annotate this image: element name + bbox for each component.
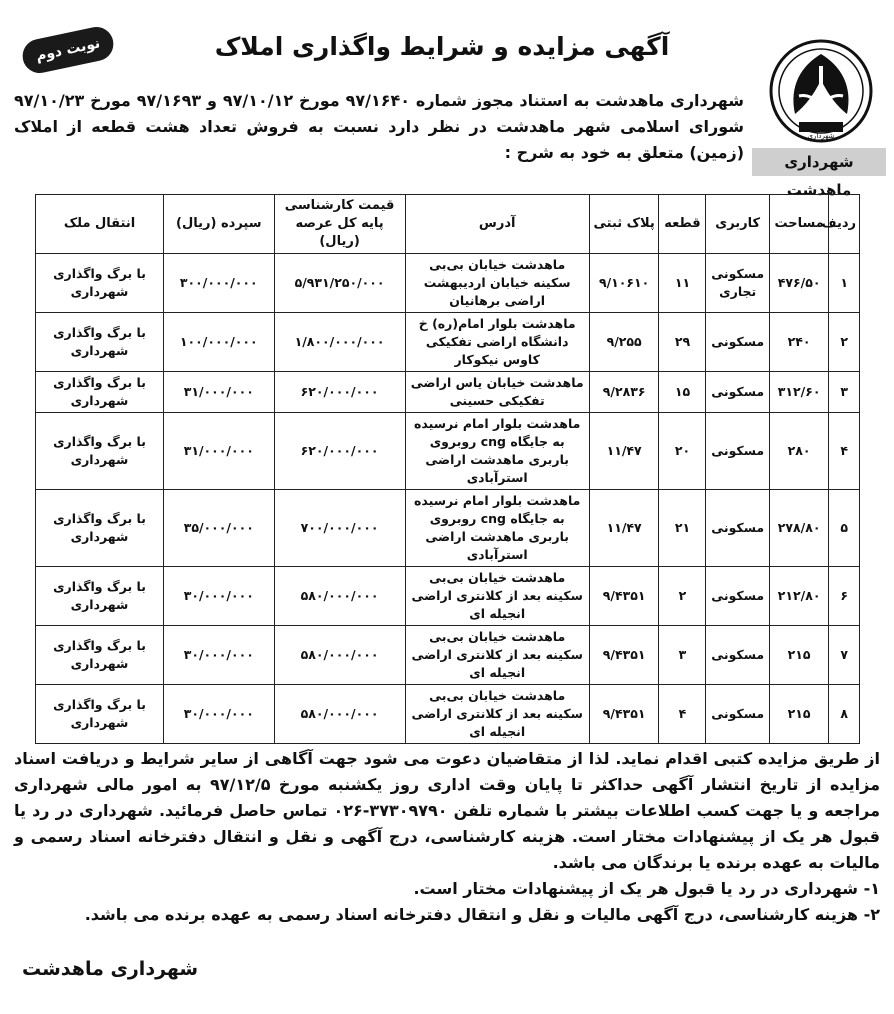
table-row	[36, 626, 860, 685]
cell-idx: ۶	[829, 567, 860, 626]
cell-area: ۴۷۶/۵۰	[769, 254, 828, 313]
cell-part: ۲۹	[659, 313, 706, 372]
emblem-icon	[761, 36, 881, 146]
cell-plate: ۹/۲۵۵	[589, 313, 659, 372]
cell-price: ۵۸۰/۰۰۰/۰۰۰	[274, 567, 405, 626]
cell-address: ماهدشت خیابان یاس اراضی تفکیکی حسینی	[405, 372, 589, 413]
cell-area: ۳۱۲/۶۰	[769, 372, 828, 413]
cell-usage: مسکونی	[706, 626, 769, 685]
cell-address: ماهدشت خیابان بی‌بی سکینه خیابان اردیبهشت اراضی برهانیان	[405, 254, 589, 313]
cell-area: ۲۱۵	[769, 685, 828, 744]
cell-deposit: ۳۰/۰۰۰/۰۰۰	[164, 567, 275, 626]
cell-transfer: با برگ واگذاری شهرداری	[36, 685, 164, 744]
cell-idx: ۲	[829, 313, 860, 372]
cell-area: ۲۷۸/۸۰	[769, 490, 828, 567]
cell-deposit: ۳۱/۰۰۰/۰۰۰	[164, 413, 275, 490]
cell-area: ۲۱۵	[769, 626, 828, 685]
cell-usage: مسکونی	[706, 685, 769, 744]
cell-address: ماهدشت خیابان بی‌بی سکینه بعد از کلانتری اراضی انجیله ای	[405, 626, 589, 685]
header-part: قطعه	[659, 195, 706, 254]
cell-idx: ۱	[829, 254, 860, 313]
header-usage: کاربری	[706, 195, 769, 254]
cell-plate: ۹/۴۳۵۱	[589, 685, 659, 744]
body-paragraph: از طریق مزایده کتبی اقدام نماید. لذا از متقاضیان دعوت می شود جهت آگاهی از سایر شرایط و دریافت اسناد مزایده از تاریخ انتشار آگهی حداکثر تا پایان وقت اداری روز یکشنبه مورخ ۹۷/۱۲/۵ به امور مالی شهرداری مراجعه و یا جهت کسب اطلاعات بیشتر با شماره تلفن ۳۷۳۰۹۷۹۰-۰۲۶ تماس حاصل فرمائید. شهرداری در رد یا قبول هر یک از پیشنهادات مختار است. هزینه کارشناسی، درج آگهی و نقل و انتقال دفترخانه اسناد رسمی و مالیات به عهده برنده یا برندگان می باشد.	[14, 749, 880, 872]
header-idx: ردیف	[829, 195, 860, 254]
header-area: مساحت	[769, 195, 828, 254]
cell-idx: ۷	[829, 626, 860, 685]
cell-deposit: ۳۱/۰۰۰/۰۰۰	[164, 372, 275, 413]
cell-transfer: با برگ واگذاری شهرداری	[36, 567, 164, 626]
cell-idx: ۴	[829, 413, 860, 490]
cell-usage: مسکونی تجاری	[706, 254, 769, 313]
cell-transfer: با برگ واگذاری شهرداری	[36, 490, 164, 567]
cell-deposit: ۳۰۰/۰۰۰/۰۰۰	[164, 254, 275, 313]
cell-address: ماهدشت بلوار امام نرسیده به جایگاه cng روبروی باربری ماهدشت اراضی استرآبادی	[405, 413, 589, 490]
cell-plate: ۹/۱۰۶۱۰	[589, 254, 659, 313]
cell-price: ۱/۸۰۰/۰۰۰/۰۰۰	[274, 313, 405, 372]
table-row	[36, 254, 860, 313]
cell-usage: مسکونی	[706, 313, 769, 372]
table-row	[36, 313, 860, 372]
header-plate: پلاک ثبتی	[589, 195, 659, 254]
cell-part: ۲۱	[659, 490, 706, 567]
table-row	[36, 372, 860, 413]
cell-area: ۲۸۰	[769, 413, 828, 490]
cell-idx: ۸	[829, 685, 860, 744]
cell-price: ۵۸۰/۰۰۰/۰۰۰	[274, 685, 405, 744]
cell-price: ۵/۹۳۱/۲۵۰/۰۰۰	[274, 254, 405, 313]
cell-plate: ۹/۴۳۵۱	[589, 626, 659, 685]
cell-part: ۲	[659, 567, 706, 626]
intro-paragraph: شهرداری ماهدشت به استناد مجوز شماره ۹۷/۱۶۴۰ مورخ ۹۷/۱۰/۱۲ و ۹۷/۱۶۹۳ مورخ ۹۷/۱۰/۲۳ شورای اسلامی شهر ماهدشت در نظر دارد نسبت به فروش تعداد هشت قطعه از املاک (زمین) متعلق به خود به شرح :	[14, 91, 745, 162]
cell-part: ۲۰	[659, 413, 706, 490]
cell-transfer: با برگ واگذاری شهرداری	[36, 413, 164, 490]
cell-idx: ۳	[829, 372, 860, 413]
table-header-row	[36, 195, 860, 254]
cell-transfer: با برگ واگذاری شهرداری	[36, 254, 164, 313]
body-text	[14, 746, 880, 928]
cell-price: ۶۲۰/۰۰۰/۰۰۰	[274, 413, 405, 490]
cell-price: ۵۸۰/۰۰۰/۰۰۰	[274, 626, 405, 685]
cell-address: ماهدشت بلوار امام(ره) خ دانشگاه اراضی تفکیکی کاوس نیکوکار	[405, 313, 589, 372]
cell-transfer: با برگ واگذاری شهرداری	[36, 372, 164, 413]
cell-part: ۳	[659, 626, 706, 685]
cell-area: ۲۴۰	[769, 313, 828, 372]
cell-address: ماهدشت خیابان بی‌بی سکینه بعد از کلانتری اراضی انجیله ای	[405, 685, 589, 744]
cell-deposit: ۳۰/۰۰۰/۰۰۰	[164, 626, 275, 685]
table-row	[36, 567, 860, 626]
cell-part: ۱۱	[659, 254, 706, 313]
cell-deposit: ۳۵/۰۰۰/۰۰۰	[164, 490, 275, 567]
publication-badge: نوبت دوم	[19, 24, 116, 76]
cell-usage: مسکونی	[706, 567, 769, 626]
logo-caption: شهرداری ماهدشت	[752, 148, 886, 176]
signature: شهرداری ماهدشت	[22, 958, 199, 980]
cell-idx: ۵	[829, 490, 860, 567]
cell-plate: ۹/۴۳۵۱	[589, 567, 659, 626]
cell-transfer: با برگ واگذاری شهرداری	[36, 626, 164, 685]
header-address: آدرس	[405, 195, 589, 254]
cell-address: ماهدشت خیابان بی‌بی سکینه بعد از کلانتری اراضی انجیله ای	[405, 567, 589, 626]
header-price: قیمت کارشناسی پایه کل عرصه (ریال)	[274, 195, 405, 254]
cell-plate: ۱۱/۴۷	[589, 413, 659, 490]
cell-usage: مسکونی	[706, 413, 769, 490]
header-transfer: انتقال ملک	[36, 195, 164, 254]
cell-usage: مسکونی	[706, 372, 769, 413]
cell-price: ۶۲۰/۰۰۰/۰۰۰	[274, 372, 405, 413]
table-row	[36, 490, 860, 567]
cell-usage: مسکونی	[706, 490, 769, 567]
cell-area: ۲۱۲/۸۰	[769, 567, 828, 626]
table-row	[36, 685, 860, 744]
note-1: ۱- شهرداری در رد یا قبول هر یک از پیشنهادات مختار است.	[413, 879, 880, 898]
cell-deposit: ۳۰/۰۰۰/۰۰۰	[164, 685, 275, 744]
note-2: ۲- هزینه کارشناسی، درج آگهی مالیات و نقل و انتقال دفترخانه اسناد رسمی به عهده برنده می باشد.	[84, 905, 880, 924]
cell-plate: ۹/۲۸۳۶	[589, 372, 659, 413]
cell-price: ۷۰۰/۰۰۰/۰۰۰	[274, 490, 405, 567]
table-row	[36, 413, 860, 490]
emblem-text: شهرداری	[807, 132, 835, 140]
cell-part: ۴	[659, 685, 706, 744]
properties-table	[35, 194, 860, 744]
cell-part: ۱۵	[659, 372, 706, 413]
header-deposit: سپرده (ریال)	[164, 195, 275, 254]
cell-transfer: با برگ واگذاری شهرداری	[36, 313, 164, 372]
cell-deposit: ۱۰۰/۰۰۰/۰۰۰	[164, 313, 275, 372]
notice-title: آگهی مزایده و شرایط واگذاری املاک	[214, 32, 670, 61]
cell-plate: ۱۱/۴۷	[589, 490, 659, 567]
cell-address: ماهدشت بلوار امام نرسیده به جایگاه cng روبروی باربری ماهدشت اراضی استرآبادی	[405, 490, 589, 567]
